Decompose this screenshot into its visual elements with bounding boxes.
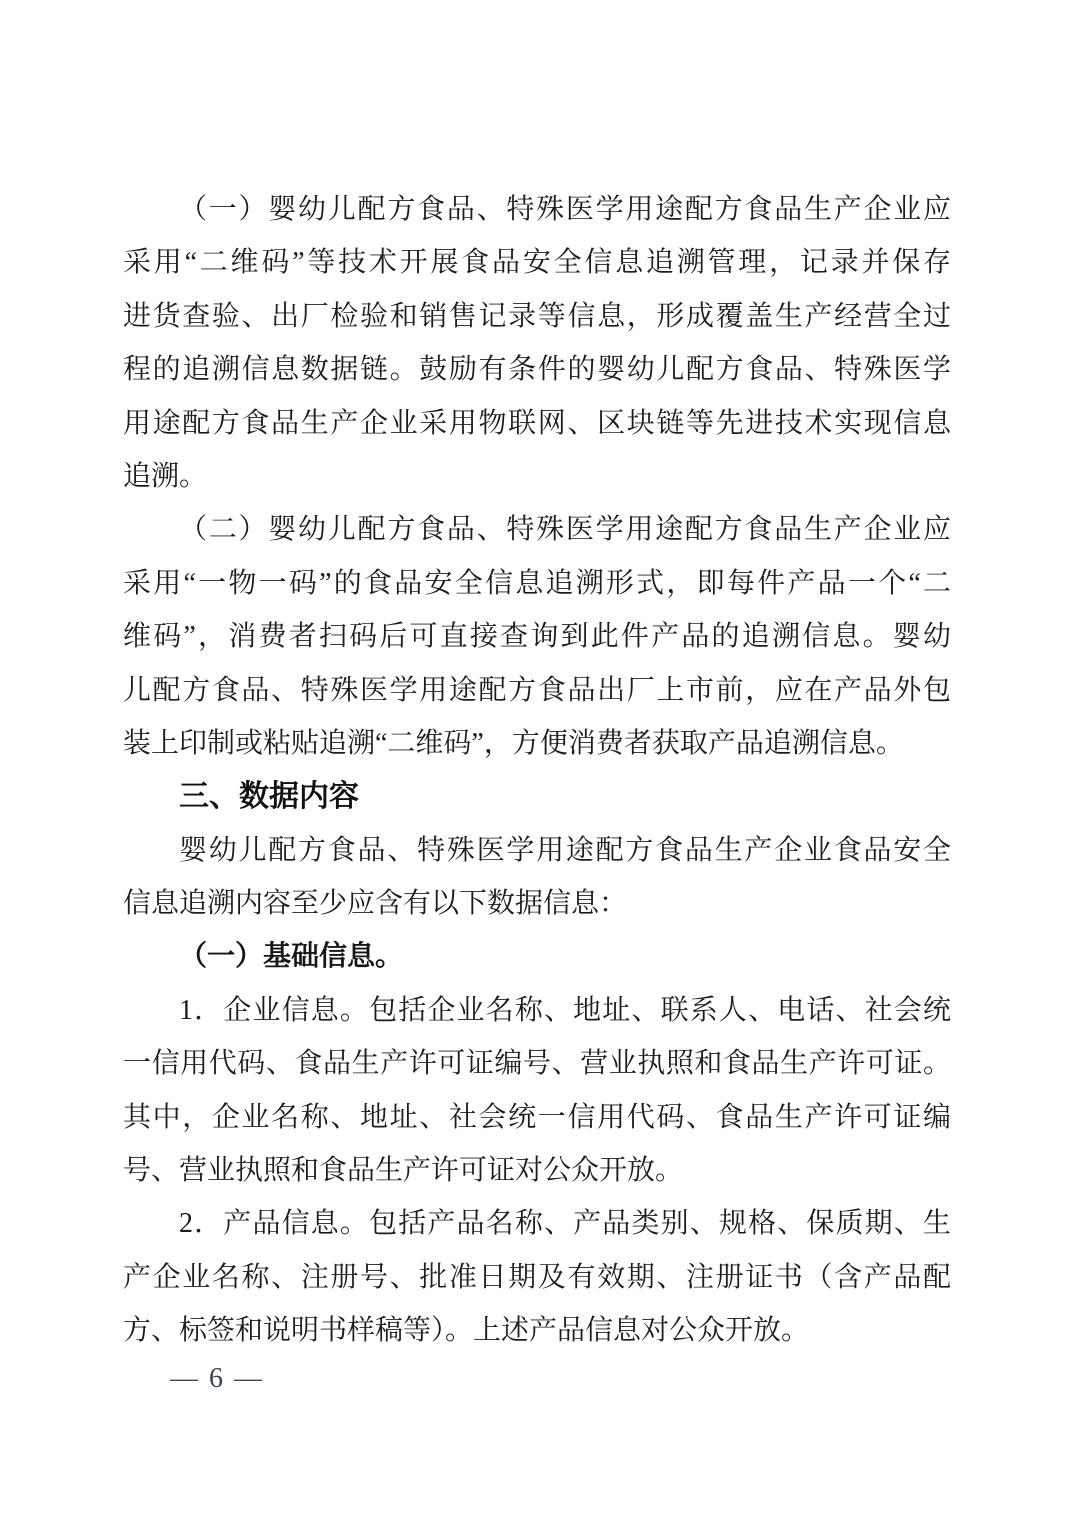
- text-line: （一）婴幼儿配方食品、特殊医学用途配方食品生产企业应: [179, 194, 951, 225]
- text-line: 采用“二维码”等技术开展食品安全信息追溯管理，记录并保存: [123, 247, 951, 279]
- text-line: 程的追溯信息数据链。鼓励有条件的婴幼儿配方食品、特殊医学: [123, 354, 951, 386]
- sub-heading: [123, 930, 951, 983]
- text-line: 儿配方食品、特殊医学用途配方食品出厂上市前，应在产品外包: [123, 674, 951, 706]
- text-line: 进货查验、出厂检验和销售记录等信息，形成覆盖生产经营全过: [123, 300, 951, 332]
- text-line: 维码”，消费者扫码后可直接查询到此件产品的追溯信息。婴幼: [123, 621, 951, 653]
- text-line: 采用“一物一码”的食品安全信息追溯形式，即每件产品一个“二: [123, 567, 951, 599]
- text-line: 信息追溯内容至少应含有以下数据信息：: [123, 888, 628, 920]
- text-line: 方、标签和说明书样稿等）。上述产品信息对公众开放。: [123, 1315, 810, 1347]
- body-paragraph: [123, 1197, 951, 1357]
- section-heading: [123, 770, 951, 823]
- page-footer: — 6 —: [170, 1363, 264, 1394]
- text-line: 装上印制或粘贴追溯“二维码”，方便消费者获取产品追溯信息。: [123, 727, 904, 759]
- text-line: 一信用代码、食品生产许可证编号、营业执照和食品生产许可证。: [123, 1048, 951, 1080]
- text-line: 婴幼儿配方食品、特殊医学用途配方食品生产企业食品安全: [179, 834, 951, 866]
- text-line: 2．产品信息。包括产品名称、产品类别、规格、保质期、生: [179, 1208, 951, 1240]
- text-line: （二）婴幼儿配方食品、特殊医学用途配方食品生产企业应: [179, 514, 951, 546]
- text-line: 其中，企业名称、地址、社会统一信用代码、食品生产许可证编: [123, 1101, 951, 1133]
- text-line: 1．企业信息。包括企业名称、地址、联系人、电话、社会统: [179, 994, 951, 1026]
- body-paragraph: [123, 984, 951, 1198]
- text-line: 产企业名称、注册号、批准日期及有效期、注册证书（含产品配: [123, 1261, 951, 1293]
- text-line: 用途配方食品生产企业采用物联网、区块链等先进技术实现信息: [123, 407, 951, 439]
- text-line: 追溯。: [123, 460, 208, 492]
- body-paragraph: [123, 503, 951, 770]
- text-line: 三、数据内容: [179, 780, 359, 814]
- body-paragraph: [123, 183, 951, 503]
- body-paragraph: [123, 824, 951, 931]
- text-line: 号、营业执照和食品生产许可证对公众开放。: [123, 1155, 684, 1187]
- text-line: （一）基础信息。: [179, 941, 404, 973]
- document-content: [123, 183, 951, 1358]
